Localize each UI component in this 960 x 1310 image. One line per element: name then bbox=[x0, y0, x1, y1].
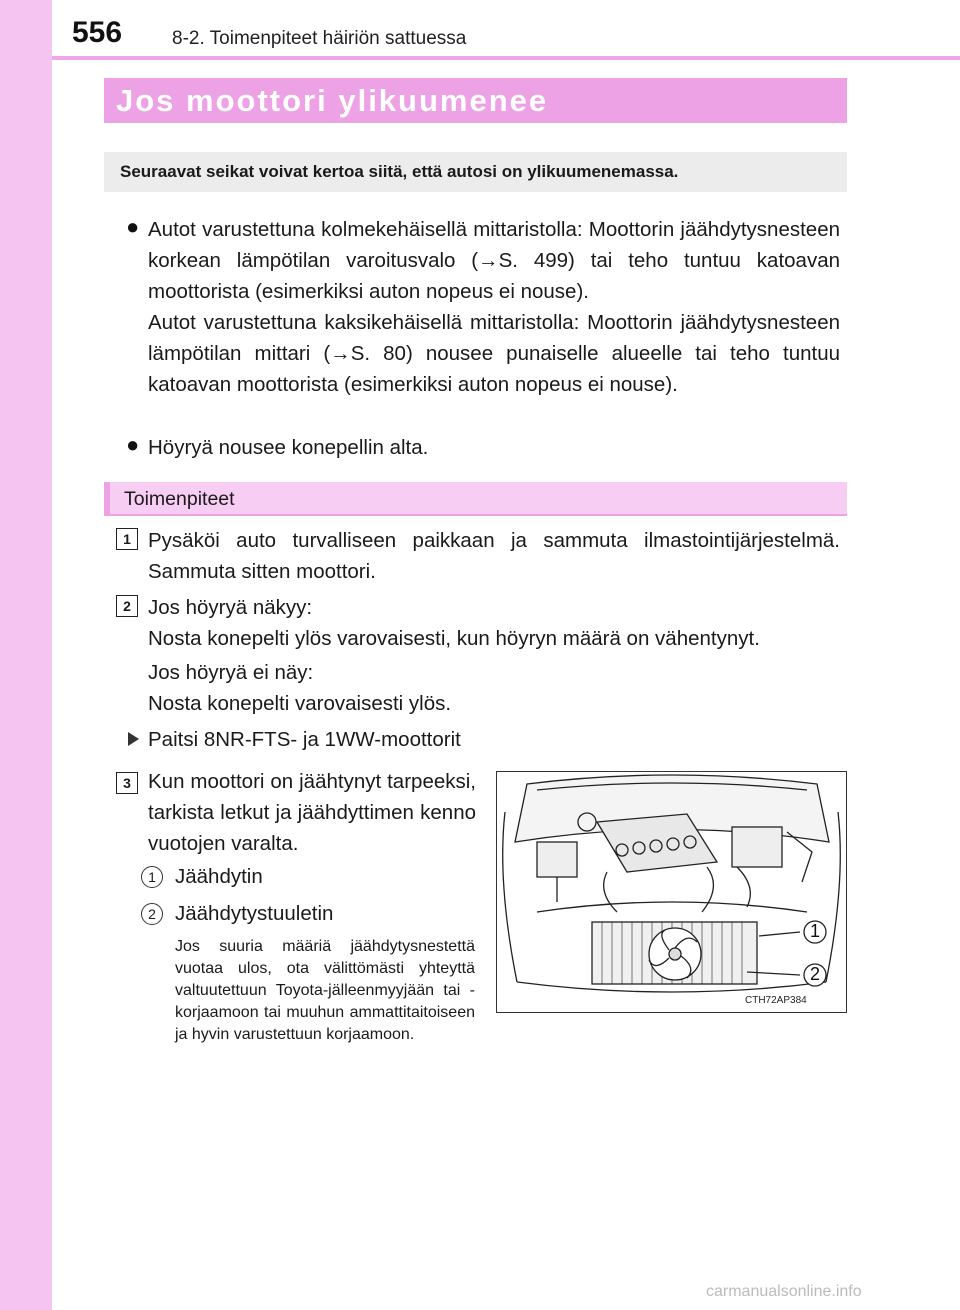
bullet-icon: ● bbox=[126, 432, 140, 457]
step-text: Jos höyryä näkyy: bbox=[148, 596, 313, 619]
header-rule bbox=[52, 56, 960, 60]
warning-note: Jos suuria määriä jäähdytysnestettä vuotaa ulos, ota välittömästi yhteyttä valtuutettuun Toyota-jälleenmyyjään tai -korjaamoon tai muuhun ammattitaitoiseen ja hyvin varustettuun korjaamoon. bbox=[175, 938, 475, 1043]
step-text: Kun moottori on jäähtynyt tarpeeksi, tarkista letkut ja jäähdyttimen kenno vuotojen varalta. bbox=[148, 770, 476, 855]
section-header: 8-2. Toimenpiteet häiriön sattuessa bbox=[172, 28, 467, 49]
part-label: Jäähdytin bbox=[175, 865, 263, 888]
intro-box: Seuraavat seikat voivat kertoa siitä, että autosi on ylikuumenemassa. bbox=[104, 152, 847, 192]
part-number: 2 bbox=[141, 903, 163, 925]
engine-bay-figure bbox=[496, 771, 847, 1013]
page-title: Jos moottori ylikuumenee bbox=[104, 78, 847, 123]
symptom-paragraph: Autot varustettuna kaksikehäisellä mittaristolla: Moottorin jäähdytysnesteen lämpötilan mittari (→S. 80) nousee punaiselle alueelle tai teho tuntuu katoavan moottorista (esimerkiksi auton nopeus ei nouse). bbox=[148, 311, 840, 396]
side-color-strip bbox=[0, 0, 52, 1310]
part-number: 1 bbox=[141, 866, 163, 888]
engine-bay-illustration bbox=[497, 772, 846, 1012]
watermark: carmanualsonline.info bbox=[706, 1283, 862, 1300]
step-text: Pysäköi auto turvalliseen paikkaan ja sammuta ilmastointijärjestelmä. Sammuta sitten moottori. bbox=[148, 529, 840, 583]
page-number: 556 bbox=[72, 16, 123, 49]
step-badge: 3 bbox=[116, 772, 138, 794]
step-badge: 1 bbox=[116, 528, 138, 550]
engine-note: Paitsi 8NR-FTS- ja 1WW-moottorit bbox=[148, 728, 461, 751]
part-label: Jäähdytystuuletin bbox=[175, 902, 334, 925]
step-badge: 2 bbox=[116, 595, 138, 617]
symptom-paragraph: Höyryä nousee konepellin alta. bbox=[148, 436, 429, 459]
triangle-arrow-icon bbox=[128, 732, 139, 746]
figure-callout-2: 2 bbox=[810, 964, 821, 984]
figure-code: CTH72AP384 bbox=[745, 995, 807, 1006]
step-text: Nosta konepelti ylös varovaisesti, kun höyryn määrä on vähentynyt. bbox=[148, 627, 760, 650]
figure-callout-1: 1 bbox=[810, 921, 821, 941]
step-text: Jos höyryä ei näy: bbox=[148, 661, 314, 684]
actions-header: Toimenpiteet bbox=[104, 482, 847, 516]
symptom-paragraph: Autot varustettuna kolmekehäisellä mittaristolla: Moottorin jäähdytysnesteen korkean lämpötilan varoitusvalo (→S. 499) tai teho tuntuu katoavan moottorista (esimerkiksi auton nopeus ei nouse). bbox=[148, 218, 840, 303]
step-text: Nosta konepelti varovaisesti ylös. bbox=[148, 692, 452, 715]
bullet-icon: ● bbox=[126, 214, 140, 239]
